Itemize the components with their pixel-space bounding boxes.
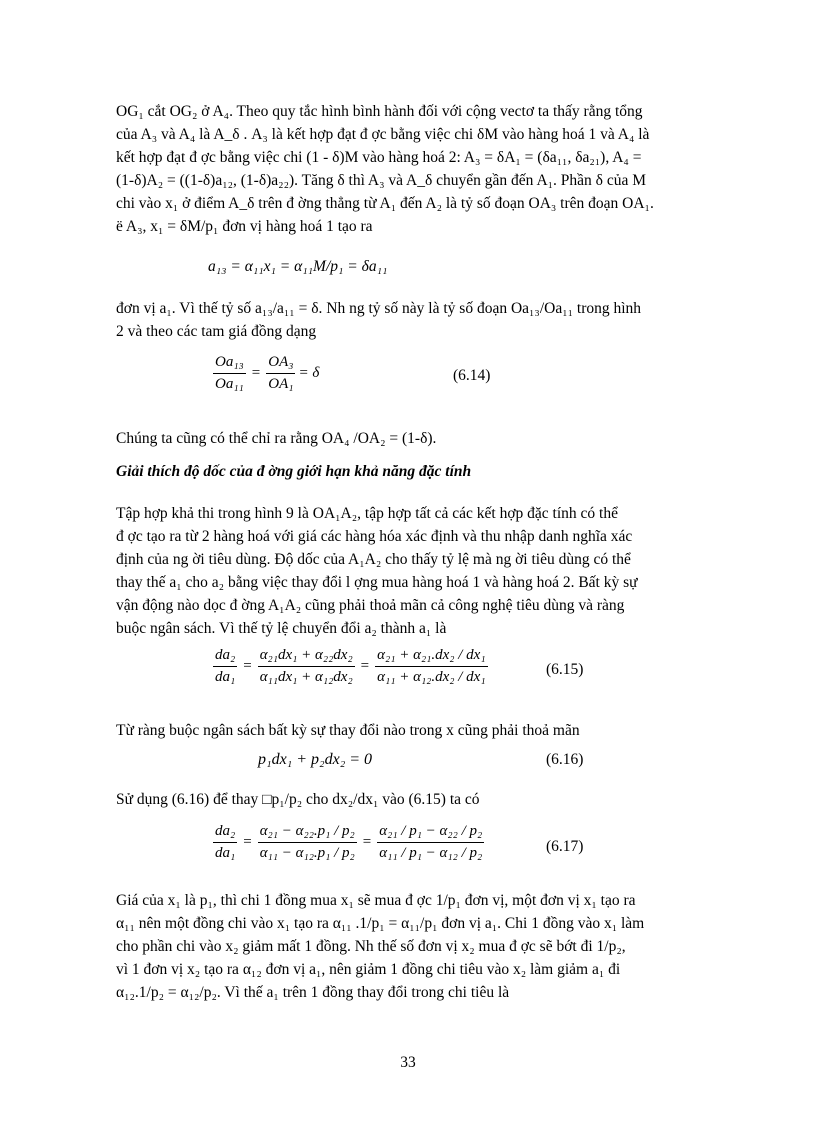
- text-line: Giá của x₁ là p₁, thì chi 1 đồng mua x₁ sẽ mua đ ợc 1/p₁ đơn vị, một đơn vị x₁ tạo ra: [116, 892, 636, 909]
- paragraph-parallelogram-rule: [116, 100, 702, 238]
- numerator: α₂₁ / p₁ − α₂₂ / p₂: [377, 822, 484, 843]
- denominator: α₁₁ / p₁ − α₁₂ / p₂: [379, 845, 483, 861]
- numerator: da₂: [213, 646, 237, 667]
- numerator: α₂₁ + α₂₁.dx₂ / dx₁: [375, 646, 487, 667]
- equation-6-14: [210, 353, 319, 394]
- fraction: [258, 822, 357, 863]
- text-line: α₁₁ nên một đồng chi vào x₁ tạo ra α₁₁ .1/p₁ = α₁₁/p₁ đơn vị a₁. Chi 1 đồng vào x₁ làm: [116, 915, 645, 932]
- text-line: vận động nào dọc đ ờng A₁A₂ cũng phải thoả mãn cả công nghệ tiêu dùng và ràng: [116, 597, 625, 614]
- equation-number: (6.16): [546, 751, 584, 768]
- fraction: [266, 353, 295, 394]
- denominator: α₁₁ − α₁₂.p₁ / p₂: [259, 845, 355, 861]
- denominator: α₁₁dx₁ + α₁₂dx₂: [259, 669, 353, 685]
- equation-number: (6.14): [453, 367, 491, 384]
- equation-6-16: p₁dx₁ + p₂dx₂ = 0: [258, 751, 373, 768]
- text-line: Tập hợp khả thi trong hình 9 là OA₁A₂, tập hợp tất cả các kết hợp đặc tính có thể: [116, 505, 618, 522]
- fraction: [213, 646, 237, 687]
- text-line: OG₁ cắt OG₂ ở A₄. Theo quy tắc hình bình hành đối với cộng vectơ ta thấy rằng tổng: [116, 103, 643, 120]
- paragraph-oa4-ratio: Chúng ta cũng có thể chỉ ra rằng OA₄ /OA₂ = (1-δ).: [116, 430, 437, 447]
- denominator: OA₁: [268, 376, 294, 392]
- text-line: định của ng ời tiêu dùng. Độ dốc của A₁A₂ cho thấy tỷ lệ mà ng ời tiêu dùng có thể: [116, 551, 631, 568]
- text-line: α₁₂.1/p₂ = α₁₂/p₂. Vì thế a₁ trên 1 đồng thay đổi trong chi tiêu là: [116, 984, 510, 1001]
- equation-a13: a₁₃ = α₁₁x₁ = α₁₁M/p₁ = δa₁₁: [208, 258, 388, 275]
- paragraph-price-explanation: [116, 889, 702, 1004]
- text-line: 2 và theo các tam giá đồng dạng: [116, 323, 317, 340]
- fraction: [375, 646, 487, 687]
- equals-sign: =: [360, 658, 370, 674]
- text-line: ë A₃, x₁ = δM/p₁ đơn vị hàng hoá 1 tạo ra: [116, 218, 373, 235]
- numerator: Oa₁₃: [213, 353, 246, 374]
- text-line: buộc ngân sách. Vì thế tỷ lệ chuyển đổi a₂ thành a₁ là: [116, 620, 447, 637]
- page-number: 33: [400, 1054, 416, 1071]
- numerator: da₂: [213, 822, 237, 843]
- equals-sign: =: [251, 365, 261, 381]
- text-line: đơn vị a₁. Vì thế tỷ số a₁₃/a₁₁ = δ. Nh ng tỷ số này là tỷ số đoạn Oa₁₃/Oa₁₁ trong hình: [116, 300, 642, 317]
- text-line: kết hợp đạt đ ợc bằng việc chi (1 - δ)M vào hàng hoá 2: A₃ = δA₁ = (δa₁₁, δa₂₁), A₄ =: [116, 149, 642, 166]
- text-line: của A₃ và A₄ là A_δ . A₃ là kết hợp đạt đ ợc bằng việc chi δM vào hàng hoá 1 và A₄ là: [116, 126, 650, 143]
- denominator: da₁: [215, 845, 236, 861]
- equation-6-17: [210, 822, 487, 863]
- numerator: OA₃: [266, 353, 295, 374]
- text-line: thay thế a₁ cho a₂ bằng việc thay đổi l ợng mua hàng hoá 1 và hàng hoá 2. Bất kỳ sự: [116, 574, 638, 591]
- numerator: α₂₁dx₁ + α₂₂dx₂: [258, 646, 355, 667]
- text-line: vì 1 đơn vị x₂ tạo ra α₁₂ đơn vị a₁, nên giảm 1 đồng chi tiêu vào x₂ làm giảm a₁ đi: [116, 961, 621, 978]
- fraction: [258, 646, 355, 687]
- fraction: [213, 353, 246, 394]
- section-heading: Giải thích độ dốc của đ ờng giới hạn khả năng đặc tính: [116, 463, 472, 480]
- fraction: [213, 822, 237, 863]
- equals-sign: =: [362, 834, 372, 850]
- paragraph-ratio: [116, 297, 702, 343]
- equals-sign: =: [243, 658, 252, 674]
- denominator: da₁: [215, 669, 236, 685]
- equation-6-15: [210, 646, 491, 687]
- denominator: Oa₁₁: [215, 376, 244, 392]
- text-line: (1-δ)A₂ = ((1-δ)a₁₂, (1-δ)a₂₂). Tăng δ thì A₃ và A_δ chuyển gần đến A₁. Phần δ của M: [116, 172, 647, 189]
- paragraph-budget-constraint: Từ ràng buộc ngân sách bất kỳ sự thay đổi nào trong x cũng phải thoả mãn: [116, 722, 580, 739]
- equation-number: (6.15): [546, 661, 584, 678]
- text-line: cho phần chi vào x₂ giảm mất 1 đồng. Nh thế số đơn vị x₂ mua đ ợc sẽ bớt đi 1/p₂,: [116, 938, 626, 955]
- fraction: [377, 822, 484, 863]
- equals-sign: =: [243, 834, 252, 850]
- paragraph-substitution: Sử dụng (6.16) để thay □p₁/p₂ cho dx₂/dx₁ vào (6.15) ta có: [116, 791, 480, 808]
- equation-rhs: = δ: [298, 365, 320, 381]
- numerator: α₂₁ − α₂₂.p₁ / p₂: [258, 822, 357, 843]
- equation-number: (6.17): [546, 838, 584, 855]
- paragraph-feasible-set: [116, 502, 702, 640]
- denominator: α₁₁ + α₁₂.dx₂ / dx₁: [377, 669, 486, 685]
- text-line: chi vào x₁ ở điểm A_δ trên đ ờng thẳng từ A₁ đến A₂ là tỷ số đoạn OA₃ trên đoạn OA₁.: [116, 195, 654, 212]
- text-line: đ ợc tạo ra từ 2 hàng hoá với giá các hàng hóa xác định và thu nhập danh nghĩa xác: [116, 528, 633, 545]
